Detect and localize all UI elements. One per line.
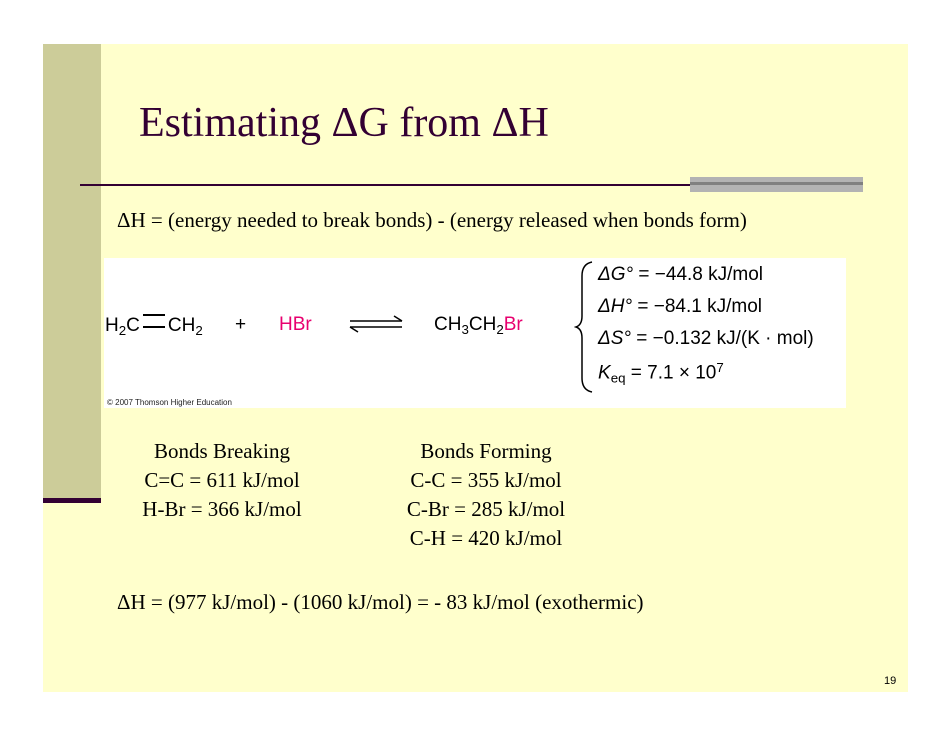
- bond-entry: C-H = 420 kJ/mol: [409, 526, 563, 550]
- bond-entry: C=C = 611 kJ/mol: [144, 468, 300, 492]
- property-delta-s: ΔS° = −0.132 kJ/(K · mol): [598, 328, 814, 349]
- left-accent-divider: [43, 498, 101, 503]
- reaction-figure: [104, 258, 846, 408]
- product-bromoethane: $CH_3CH_2Br$: [434, 314, 523, 337]
- property-keq: $K_{eq} = 7.1 \times 10^7$: [598, 360, 724, 386]
- bonds-forming-header: Bonds Forming: [420, 439, 552, 463]
- page-number: 19: [884, 675, 897, 687]
- copyright-note: © 2007 Thomson Higher Education: [107, 398, 232, 407]
- brace-icon: [574, 260, 596, 394]
- reactant-hbr: HBr: [279, 314, 312, 335]
- slide-title: Estimating ΔG from ΔH: [139, 100, 549, 146]
- bonds-breaking-column: [112, 437, 332, 524]
- left-accent-bar: [43, 44, 101, 501]
- double-bond: [143, 314, 165, 328]
- bond-entry: C-C = 355 kJ/mol: [410, 468, 562, 492]
- result-equation: ΔH = (977 kJ/mol) - (1060 kJ/mol) = - 83 kJ/mol (exothermic): [117, 590, 644, 614]
- bonds-breaking-header: Bonds Breaking: [154, 439, 290, 463]
- title-rule-accent-line: [690, 182, 863, 185]
- definition-text: ΔH = (energy needed to break bonds) - (energy released when bonds form): [117, 208, 747, 232]
- reactant-ethene: $H_2C$ $CH_2$: [105, 315, 203, 338]
- bond-entry: H-Br = 366 kJ/mol: [142, 497, 302, 521]
- property-delta-h: ΔH° = −84.1 kJ/mol: [598, 296, 762, 317]
- bond-entry: C-Br = 285 kJ/mol: [406, 497, 566, 521]
- property-delta-g: ΔG° = −44.8 kJ/mol: [598, 264, 764, 285]
- plus-sign: +: [235, 314, 247, 335]
- bonds-forming-column: [376, 437, 596, 553]
- equilibrium-arrow-icon: [348, 314, 404, 334]
